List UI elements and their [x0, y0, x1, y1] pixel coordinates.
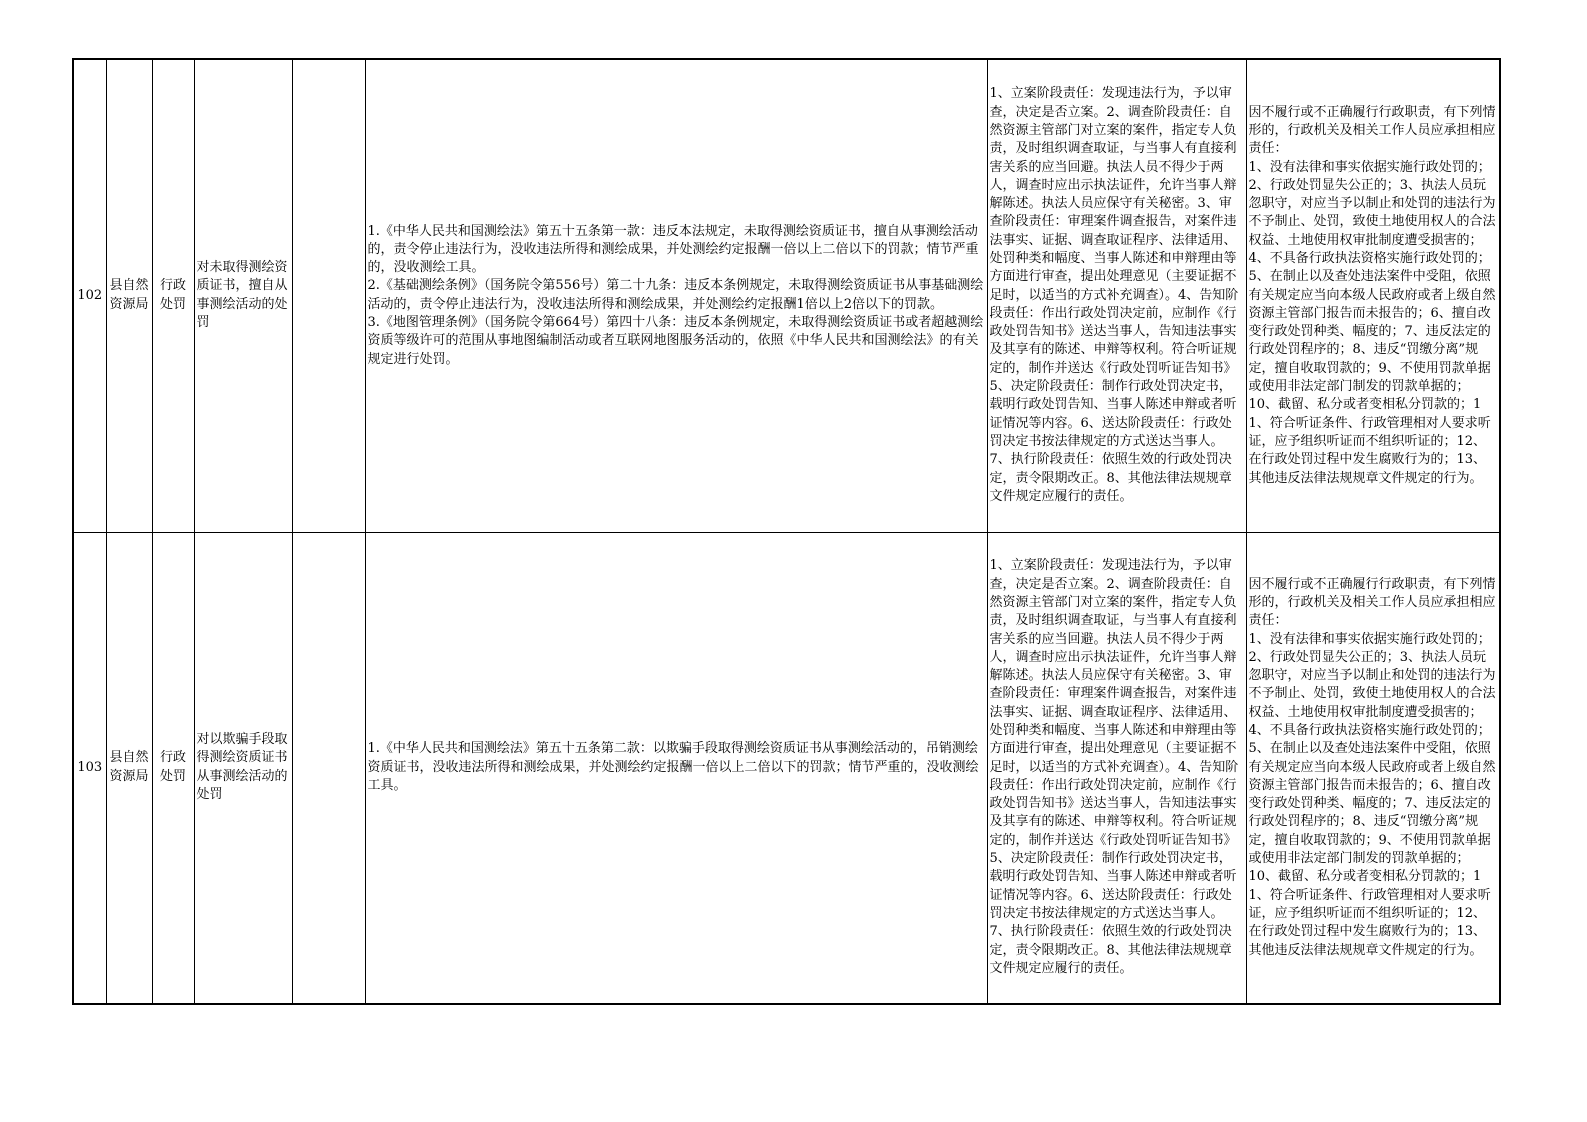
power-list-table [72, 58, 1501, 1005]
liability-cell: 因不履行或不正确履行行政职责，有下列情形的，行政机关及相关工作人员应承担相应责任： 1、没有法律和事实依据实施行政处罚的；2、行政处罚显失公正的；3、执法人员玩忽职守，对应当予以制止和处罚的违法行为不予制止、处罚，致使土地使用权人的合法权益、土地使用权审批制度遭受损害的；4、不具备行政执法资格实施行政处罚的；5、在制止以及查处违法案件中受阻，依照有关规定应当向本级人民政府或者上级自然资源主管部门报告而未报告的；6、擅自改变行政处罚种类、幅度的；7、违反法定的行政处罚程序的；8、违反“罚缴分离”规定，擅自收取罚款的；9、不使用罚款单据或使用非法定部门制发的罚款单据的； 10、截留、私分或者变相私分罚款的；11、符合听证条件、行政管理相对人要求听证，应予组织听证而不组织听证的；12、在行政处罚过程中发生腐败行为的；13、其他违反法律法规规章文件规定的行为。 [1246, 532, 1500, 1004]
legal-basis-cell: 1.《中华人民共和国测绘法》第五十五条第二款：以欺骗手段取得测绘资质证书从事测绘活动的，吊销测绘资质证书，没收违法所得和测绘成果，并处测绘约定报酬一倍以上二倍以下的罚款；情节严重的，没收测绘工具。 [365, 532, 987, 1004]
power-type-cell: 行政处罚 [152, 532, 194, 1004]
sub-item-cell [292, 59, 365, 532]
row-number: 102 [73, 59, 106, 532]
legal-basis-cell: 1.《中华人民共和国测绘法》第五十五条第一款：违反本法规定，未取得测绘资质证书，擅自从事测绘活动的，责令停止违法行为，没收违法所得和测绘成果，并处测绘约定报酬一倍以上二倍以下的罚款；情节严重的，没收测绘工具。 2.《基础测绘条例》（国务院令第556号）第二十九条：违反本条例规定，未取得测绘资质证书从事基础测绘活动的，责令停止违法行为，没收违法所得和测绘成果，并处测绘约定报酬1倍以上2倍以下的罚款。 3.《地图管理条例》（国务院令第664号）第四十八条：违反本条例规定，未取得测绘资质证书或者超越测绘资质等级许可的范围从事地图编制活动或者互联网地图服务活动的，依照《中华人民共和国测绘法》的有关规定进行处罚。 [365, 59, 987, 532]
power-item-cell: 对以欺骗手段取得测绘资质证书从事测绘活动的处罚 [194, 532, 292, 1004]
responsibility-cell: 1、立案阶段责任：发现违法行为，予以审查，决定是否立案。2、调查阶段责任：自然资源主管部门对立案的案件，指定专人负责，及时组织调查取证，与当事人有直接利害关系的应当回避。执法人员不得少于两人，调查时应出示执法证件，允许当事人辩解陈述。执法人员应保守有关秘密。3、审查阶段责任：审理案件调查报告，对案件违法事实、证据、调查取证程序、法律适用、处罚种类和幅度、当事人陈述和申辩理由等方面进行审查，提出处理意见（主要证据不足时，以适当的方式补充调查）。4、告知阶段责任：作出行政处罚决定前，应制作《行政处罚告知书》送达当事人，告知违法事实及其享有的陈述、申辩等权利。符合听证规定的，制作并送达《行政处罚听证告知书》5、决定阶段责任：制作行政处罚决定书，载明行政处罚告知、当事人陈述申辩或者听证情况等内容。6、送达阶段责任：行政处罚决定书按法律规定的方式送达当事人。7、执行阶段责任：依照生效的行政处罚决定，责令限期改正。8、其他法律法规规章文件规定应履行的责任。 [987, 59, 1246, 532]
department-cell: 县自然资源局 [106, 532, 152, 1004]
responsibility-cell: 1、立案阶段责任：发现违法行为，予以审查，决定是否立案。2、调查阶段责任：自然资源主管部门对立案的案件，指定专人负责，及时组织调查取证，与当事人有直接利害关系的应当回避。执法人员不得少于两人，调查时应出示执法证件，允许当事人辩解陈述。执法人员应保守有关秘密。3、审查阶段责任：审理案件调查报告，对案件违法事实、证据、调查取证程序、法律适用、处罚种类和幅度、当事人陈述和申辩理由等方面进行审查，提出处理意见（主要证据不足时，以适当的方式补充调查）。4、告知阶段责任：作出行政处罚决定前，应制作《行政处罚告知书》送达当事人，告知违法事实及其享有的陈述、申辩等权利。符合听证规定的，制作并送达《行政处罚听证告知书》5、决定阶段责任：制作行政处罚决定书，载明行政处罚告知、当事人陈述申辩或者听证情况等内容。6、送达阶段责任：行政处罚决定书按法律规定的方式送达当事人。7、执行阶段责任：依照生效的行政处罚决定，责令限期改正。8、其他法律法规规章文件规定应履行的责任。 [987, 532, 1246, 1004]
row-number: 103 [73, 532, 106, 1004]
sub-item-cell [292, 532, 365, 1004]
power-type-cell: 行政处罚 [152, 59, 194, 532]
table-row [73, 532, 1500, 1004]
liability-cell: 因不履行或不正确履行行政职责，有下列情形的，行政机关及相关工作人员应承担相应责任： 1、没有法律和事实依据实施行政处罚的；2、行政处罚显失公正的；3、执法人员玩忽职守，对应当予以制止和处罚的违法行为不予制止、处罚，致使土地使用权人的合法权益、土地使用权审批制度遭受损害的；4、不具备行政执法资格实施行政处罚的；5、在制止以及查处违法案件中受阻，依照有关规定应当向本级人民政府或者上级自然资源主管部门报告而未报告的；6、擅自改变行政处罚种类、幅度的；7、违反法定的行政处罚程序的；8、违反“罚缴分离”规定，擅自收取罚款的；9、不使用罚款单据或使用非法定部门制发的罚款单据的； 10、截留、私分或者变相私分罚款的；11、符合听证条件、行政管理相对人要求听证，应予组织听证而不组织听证的；12、在行政处罚过程中发生腐败行为的；13、其他违反法律法规规章文件规定的行为。 [1246, 59, 1500, 532]
table-row [73, 59, 1500, 532]
power-item-cell: 对未取得测绘资质证书，擅自从事测绘活动的处罚 [194, 59, 292, 532]
department-cell: 县自然资源局 [106, 59, 152, 532]
